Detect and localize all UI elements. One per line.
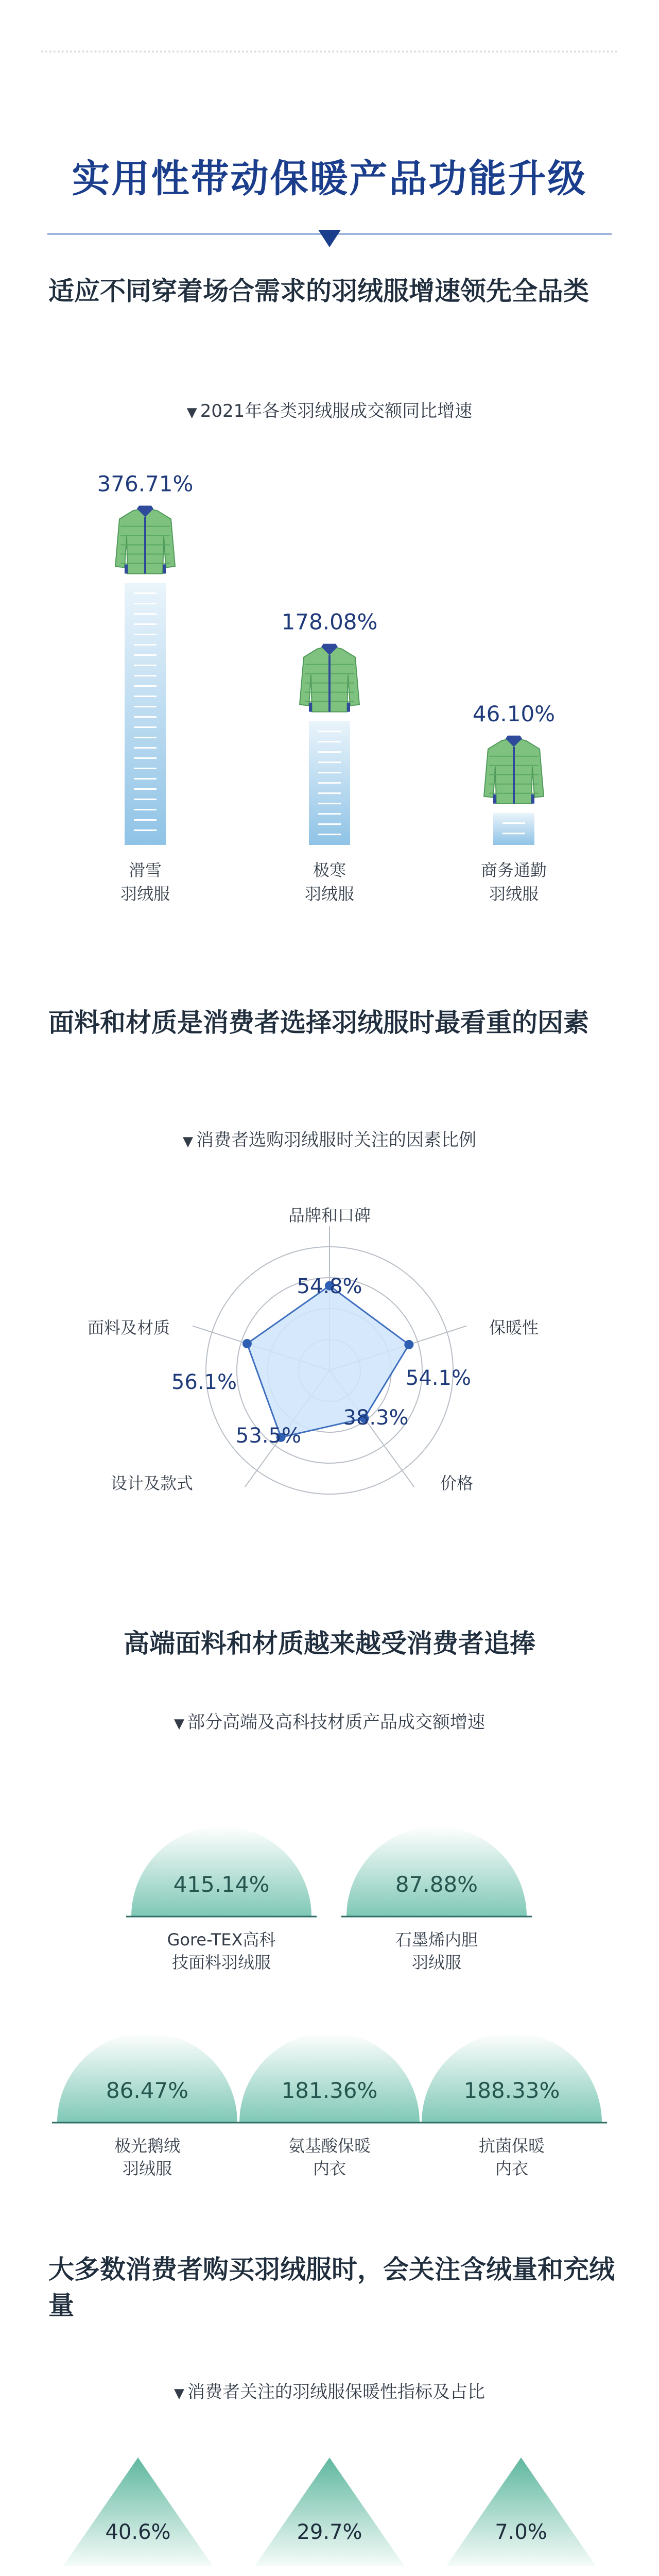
dome-group-2 [52,2032,242,2178]
dome-value-label: 87.88% [395,1872,478,1897]
down-jacket-icon [484,736,544,804]
triangle [63,2458,213,2566]
material-dome-chart [0,1762,659,2215]
dome-group-3 [234,2032,425,2178]
dome-category-label [114,2136,180,2178]
dome-category-line: 抗菌保暖 [478,2136,545,2156]
category-label-line: 商务通勤 [480,860,547,880]
title-triangle-marker [318,230,341,247]
bar-group-0 [97,471,194,904]
section-2-title: 面料和材质是消费者选择羽绒服时最看重的因素 [48,1008,589,1038]
triangle-value-label: 29.7% [297,2520,362,2544]
dome-category-line: 技面料羽绒服 [171,1953,271,1972]
category-label [120,860,170,904]
triangle-group-2 [446,2458,596,2576]
section-4-subtitle [0,2378,659,2403]
section-2-subtitle-text: 消费者选购羽绒服时关注的因素比例 [196,1130,476,1150]
dome-category-line: 内衣 [313,2159,346,2178]
category-label [481,860,547,904]
category-label [305,860,354,904]
dome-value-label: 188.33% [463,2078,560,2103]
dome-category-line: 羽绒服 [122,2159,172,2178]
radar-point [404,1340,413,1349]
dome-category-line: 内衣 [495,2159,529,2178]
bar-group-2 [473,701,555,904]
bar [125,583,166,845]
category-label-line: 滑雪 [128,860,162,880]
jacket-bar-chart [0,453,659,927]
radar-value-label: 53.5% [235,1424,301,1448]
dome-group-1 [341,1826,532,1972]
dome-category-line: Gore-TEX高科 [167,1930,276,1950]
triangle [446,2458,596,2566]
dome-group-0 [126,1826,317,1972]
factor-radar-chart [0,1185,659,1566]
down-jacket-icon [300,644,359,712]
radar-axis-label: 价格 [440,1473,474,1493]
dome-category-line: 氨基酸保暖 [288,2136,371,2156]
category-label-line: 羽绒服 [489,884,539,904]
category-label-line: 羽绒服 [304,884,355,904]
section-1-subtitle [0,397,659,422]
section-1-subtitle-text: 2021年各类羽绒服成交额同比增速 [200,401,473,421]
bar-group-1 [282,609,378,904]
dome-value-label: 181.36% [281,2078,378,2103]
section-4-title: 大多数消费者购买羽绒服时，会关注含绒量和充绒量 [48,2255,615,2320]
radar-value-label: 56.1% [171,1370,237,1394]
top-dotted-divider [41,50,618,53]
value-label: 376.71% [97,471,194,497]
radar-value-label: 54.1% [405,1366,471,1390]
dome-category-line: 羽绒服 [411,1953,462,1972]
bar [493,813,534,845]
warmth-triangle-chart [0,2442,659,2576]
dome-group-4 [417,2032,607,2178]
dome-value-label: 86.47% [106,2078,189,2103]
value-label: 46.10% [472,701,556,726]
section-4-subtitle-text: 消费者关注的羽绒服保暖性指标及占比 [187,2382,485,2402]
section-3-subtitle [0,1708,659,1733]
value-label: 178.08% [281,609,378,635]
radar-axis-label: 保暖性 [489,1318,539,1337]
triangle-group-1 [255,2458,404,2576]
dome-value-label: 415.14% [173,1872,270,1897]
section-2-subtitle [0,1126,659,1151]
page-title: 实用性带动保暖产品功能升级 [72,157,587,201]
radar-point [242,1339,252,1348]
triangle-group-0 [63,2458,213,2576]
radar-axis-label: 面料及材质 [87,1318,170,1337]
triangle-down-icon: ▼ [174,1716,184,1732]
radar-value-label: 54.8% [297,1275,362,1298]
dome-category-line: 石墨烯内胆 [395,1930,478,1950]
triangle-value-label: 40.6% [105,2520,171,2544]
triangle-down-icon: ▼ [174,2386,184,2401]
triangle-down-icon: ▼ [186,405,197,420]
section-3-title: 高端面料和材质越来越受消费者追捧 [124,1629,535,1658]
category-label-line: 羽绒服 [120,884,170,904]
dome-category-line: 极光鹅绒 [114,2136,181,2156]
dome-category-label [167,1930,276,1972]
triangle-value-label: 7.0% [495,2520,547,2544]
dome-category-label [288,2136,371,2178]
triangle [255,2458,404,2566]
category-label-line: 极寒 [313,860,346,880]
triangle-down-icon: ▼ [183,1134,193,1149]
down-jacket-icon [115,505,175,573]
dome-category-label [395,1930,478,1972]
radar-axis-label: 品牌和口碑 [288,1206,371,1225]
section-3-subtitle-text: 部分高端及高科技材质产品成交额增速 [187,1712,485,1733]
radar-value-label: 38.3% [343,1406,409,1430]
radar-axis-label: 设计及款式 [110,1473,193,1493]
dome-category-label [479,2136,545,2178]
section-1-title: 适应不同穿着场合需求的羽绒服增速领先全品类 [48,276,589,306]
